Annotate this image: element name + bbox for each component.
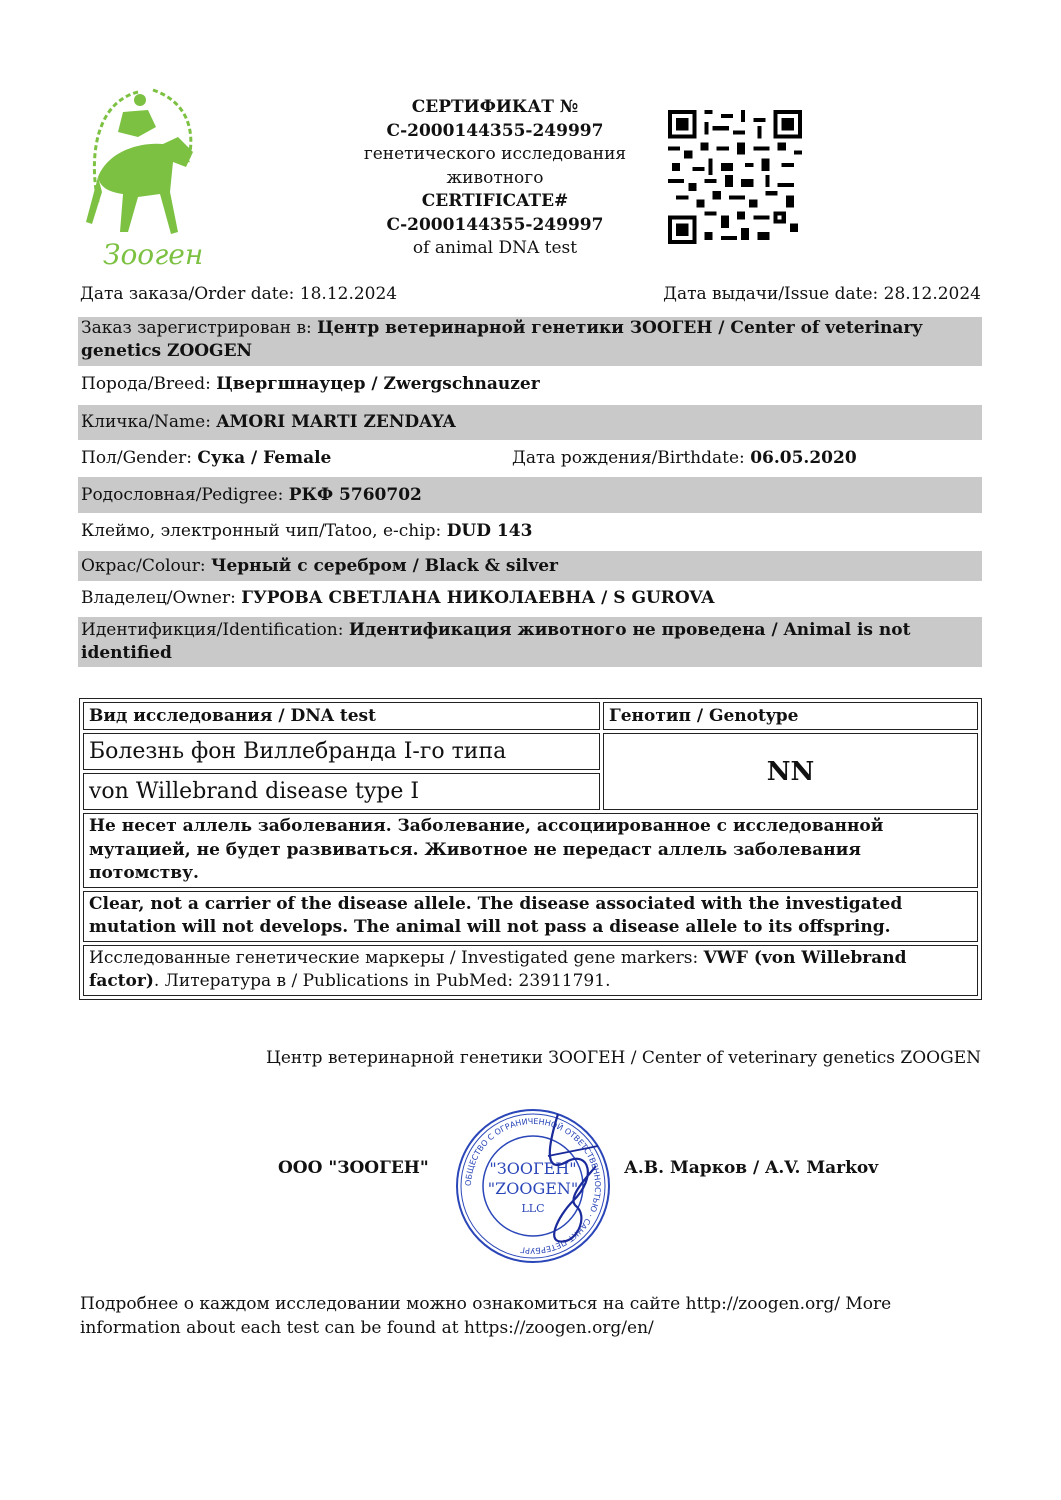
name-row (78, 405, 982, 440)
certificate-title (330, 96, 660, 261)
col-header-test: Вид исследования / DNA test (83, 702, 600, 730)
markers-label: Исследованные генетические маркеры / Investigated gene markers: (89, 947, 704, 968)
ident-label: Идентификция/Identification: (81, 620, 349, 640)
registered-label: Заказ зарегистрирован в: (81, 318, 318, 338)
birth-value: 06.05.2020 (750, 448, 857, 468)
pedigree-row (78, 477, 982, 513)
col-header-genotype: Генотип / Genotype (603, 702, 978, 730)
markers-cell (83, 945, 978, 996)
signer-name: А.В. Марков / A.V. Markov (624, 1158, 879, 1178)
company-stamp (448, 1106, 618, 1266)
ident-value: Идентификация животного не проведена / Animal is not identified (81, 620, 911, 663)
name-label: Кличка/Name: (81, 412, 217, 432)
subtitle-en: of animal DNA test (412, 238, 578, 258)
number-ru: C-2000144355-249997 (386, 120, 604, 141)
gender-label: Пол/Gender: (81, 448, 198, 468)
dates-row (80, 284, 981, 304)
chip-label: Клеймо, электронный чип/Tatoo, e-chip: (81, 521, 447, 541)
test-name-ru: Болезнь фон Виллебранда I-го типа (83, 733, 600, 770)
title-en: CERTIFICATE# (421, 191, 569, 211)
company-name: ООО "ЗООГЕН" (278, 1158, 429, 1178)
name-value: AMORI MARTI ZENDAYA (216, 412, 456, 432)
logo-text: Зооген (103, 238, 204, 271)
stamp-ring-text: ОБЩЕСТВО С ОГРАНИЧЕННОЙ ОТВЕТСТВЕННОСТЬЮ · САНКТ-ПЕТЕРБУРГ (463, 1116, 603, 1256)
zoogen-logo (78, 82, 208, 272)
chip-row (78, 520, 982, 546)
gender-row (78, 447, 982, 473)
owner-row (78, 587, 982, 613)
result-ru: Не несет аллель заболевания. Заболевание, ассоциированное с исследованной мутацией, не будет развиваться. Животное не передаст аллель заболевания потомству. (83, 813, 978, 888)
stamp-line-2: "ZOOGEN" (487, 1179, 579, 1198)
publications: . Литература в / Publications in PubMed: 23911791. (153, 971, 611, 991)
genotype-value: NN (603, 733, 978, 810)
dna-test-table (79, 698, 982, 1000)
pedigree-label: Родословная/Pedigree: (81, 485, 289, 505)
stamp-line-3: LLC (521, 1202, 545, 1215)
result-en: Clear, not a carrier of the disease allele. The disease associated with the investigated mutation will not develops. The animal will not pass a disease allele to its offspring. (83, 891, 978, 942)
title-ru: СЕРТИФИКАТ № (411, 97, 579, 117)
owner-label: Владелец/Owner: (81, 588, 242, 608)
gender-value: Сука / Female (197, 448, 332, 468)
birth-label: Дата рождения/Birthdate: (512, 448, 751, 468)
breed-row (78, 373, 982, 403)
number-en: C-2000144355-249997 (386, 214, 604, 235)
colour-label: Окрас/Colour: (81, 556, 211, 576)
pedigree-value: РКФ 5760702 (288, 485, 422, 505)
colour-row (78, 551, 982, 581)
registered-row (78, 317, 982, 366)
order-date: Дата заказа/Order date: 18.12.2024 (80, 284, 398, 304)
identification-row (78, 617, 982, 667)
footer-info: Подробнее о каждом исследовании можно ознакомиться на сайте http://zoogen.org/ More information about each test can be found at https://zoogen.org/en/ (80, 1294, 892, 1338)
registered-value: Центр ветеринарной генетики ЗООГЕН / Center of veterinary genetics ZOOGEN (81, 318, 923, 361)
center-name: Центр ветеринарной генетики ЗООГЕН / Center of veterinary genetics ZOOGEN (266, 1048, 981, 1068)
owner-value: ГУРОВА СВЕТЛАНА НИКОЛАЕВНА / S GUROVA (241, 588, 715, 608)
chip-value: DUD 143 (446, 521, 533, 541)
subtitle-ru-1: генетического исследования (363, 144, 627, 164)
subtitle-ru-2: животного (446, 167, 544, 188)
colour-value: Черный с серебром / Black & silver (210, 556, 559, 576)
markers-value: VWF (von Willebrand factor) (89, 947, 907, 991)
issue-date: Дата выдачи/Issue date: 28.12.2024 (663, 284, 981, 304)
test-name-en: von Willebrand disease type I (83, 773, 600, 810)
qr-code (668, 110, 802, 244)
stamp-line-1: "ЗООГЕН" (489, 1159, 577, 1178)
breed-value: Цвергшнауцер / Zwergschnauzer (216, 374, 540, 394)
breed-label: Порода/Breed: (81, 374, 217, 394)
